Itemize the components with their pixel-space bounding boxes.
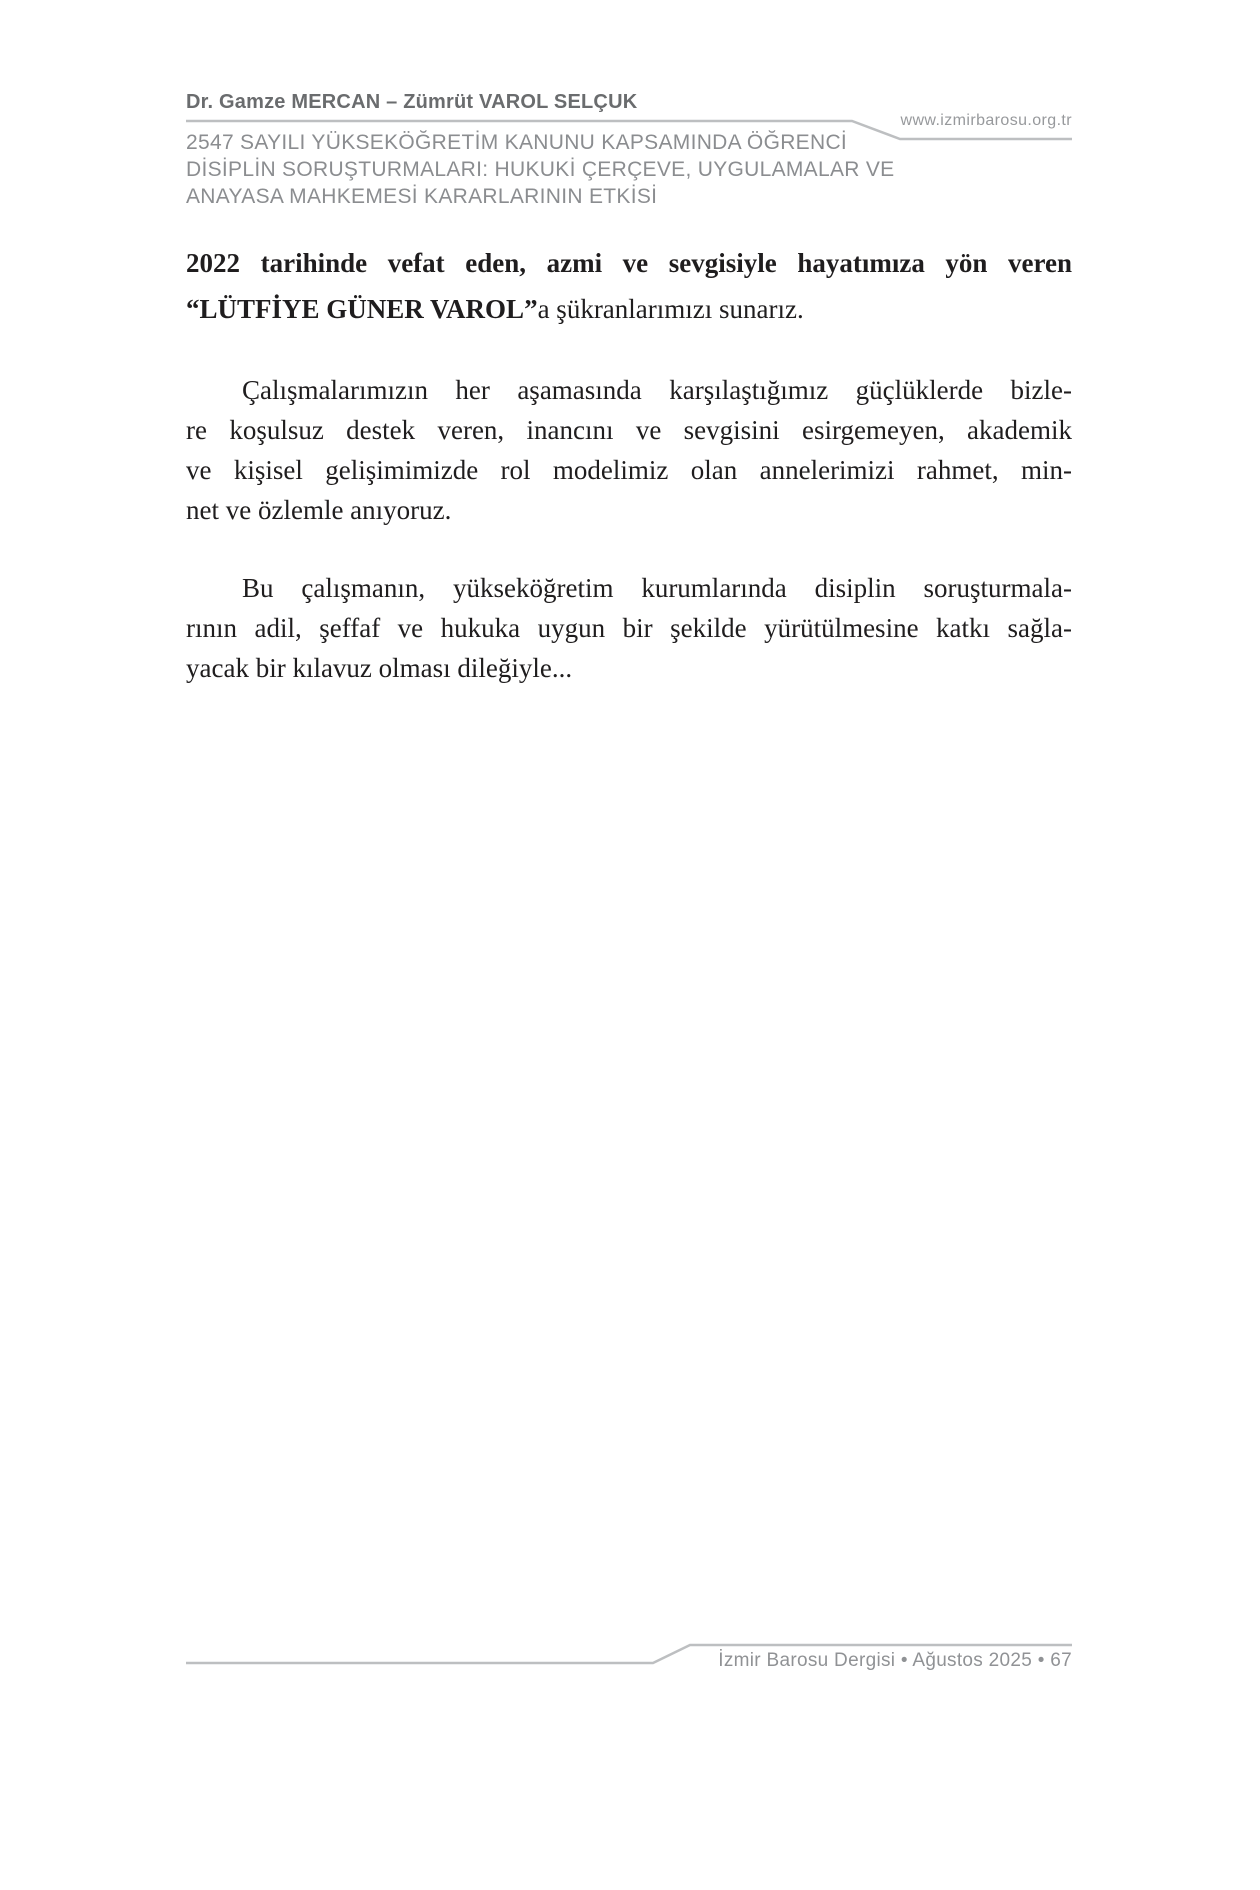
article-title-line: 2547 SAYILI YÜKSEKÖĞRETİM KANUNU KAPSAMINDA ÖĞRENCİ	[186, 131, 848, 154]
article-title	[186, 129, 926, 210]
dedication-line	[186, 286, 1072, 332]
paragraph-line: Çalışmalarımızın her aşamasında karşılaştığımız güçlüklerde bizle-	[242, 375, 1072, 405]
journal-footer: İzmir Barosu Dergisi • Ağustos 2025 • 67	[718, 1650, 1072, 1671]
paragraph-line: yacak bir kılavuz olması dileğiyle...	[186, 653, 573, 683]
website-url: www.izmirbarosu.org.tr	[900, 112, 1072, 129]
dedication-name-bold: “LÜTFİYE GÜNER VAROL”	[186, 294, 538, 324]
body-paragraph	[186, 370, 1072, 530]
article-title-line: ANAYASA MAHKEMESİ KARARLARININ ETKİSİ	[186, 185, 658, 208]
paragraph-line: Bu çalışmanın, yükseköğretim kurumlarında disiplin soruşturmala-	[242, 573, 1072, 603]
article-title-line: DİSİPLİN SORUŞTURMALARI: HUKUKİ ÇERÇEVE, UYGULAMALAR VE	[186, 158, 895, 181]
paragraph-line: re koşulsuz destek veren, inancını ve sevgisini esirgemeyen, akademik	[186, 415, 1072, 445]
paragraph-line: ve kişisel gelişimimizde rol modelimiz olan annelerimizi rahmet, min-	[186, 455, 1072, 485]
dedication-line-regular: a şükranlarımızı sunarız.	[537, 294, 804, 324]
paragraph-line: net ve özlemle anıyoruz.	[186, 495, 452, 525]
dedication-paragraph	[186, 240, 1072, 332]
page-body	[186, 240, 1072, 688]
dedication-line: 2022 tarihinde vefat eden, azmi ve sevgisiyle hayatımıza yön veren	[186, 248, 1072, 278]
author-line: Dr. Gamze MERCAN – Zümrüt VAROL SELÇUK	[186, 91, 638, 113]
body-paragraph	[186, 568, 1072, 688]
paragraph-line: rının adil, şeffaf ve hukuka uygun bir şekilde yürütülmesine katkı sağla-	[186, 613, 1072, 643]
